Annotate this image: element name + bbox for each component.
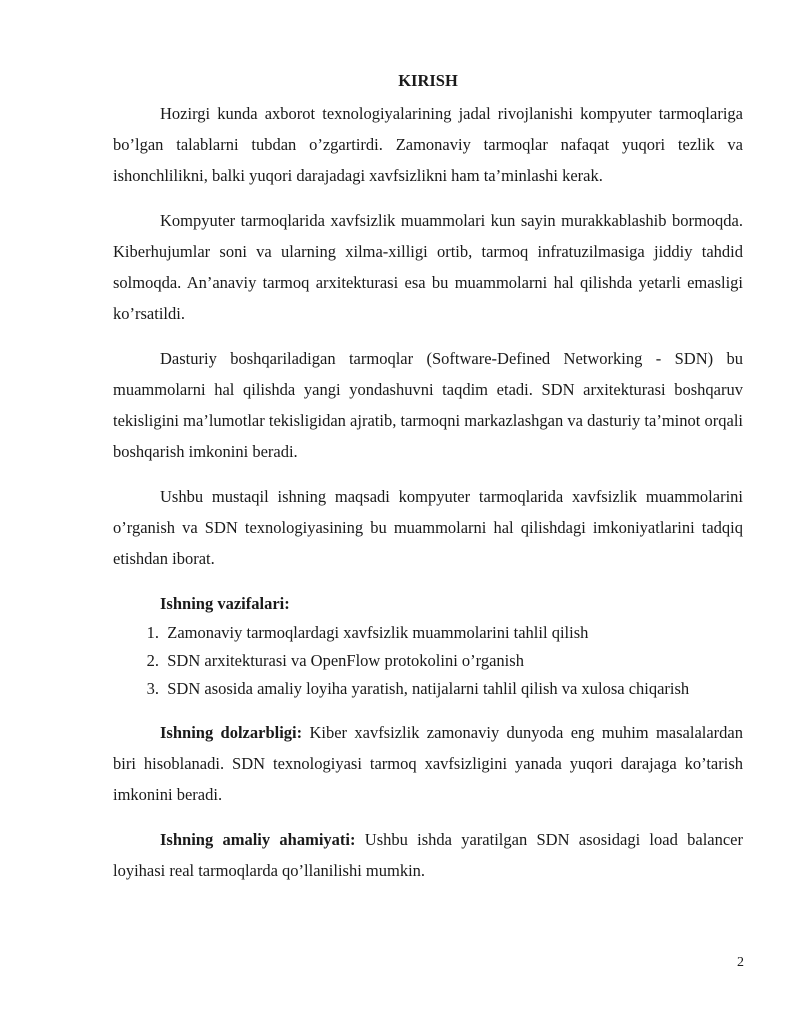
tasks-heading: Ishning vazifalari: bbox=[160, 594, 290, 613]
list-item-number: 3. bbox=[146, 679, 159, 698]
list-item-number: 2. bbox=[146, 651, 159, 670]
page-title: KIRISH bbox=[398, 71, 458, 90]
paragraph-goal: Ushbu mustaqil ishning maqsadi kompyuter tarmoqlarida xavfsizlik muammolarini o’rganish va SDN texnologiyasining bu muammolarni hal qilishdagi imkoniyatlarini tadqiq etishdan iborat. bbox=[113, 487, 743, 568]
practical-label: Ishning amaliy ahamiyati: bbox=[160, 830, 356, 849]
relevance-label: Ishning dolzarbligi: bbox=[160, 723, 303, 742]
tasks-list bbox=[113, 619, 743, 703]
list-item-text: SDN arxitekturasi va OpenFlow protokolini o’rganish bbox=[167, 651, 524, 670]
paragraph-practical bbox=[113, 824, 743, 886]
list-item-number: 1. bbox=[146, 623, 159, 642]
list-item-text: Zamonaviy tarmoqlardagi xavfsizlik muammolarini tahlil qilish bbox=[167, 623, 589, 642]
paragraph-relevance bbox=[113, 717, 743, 810]
list-item bbox=[113, 647, 743, 675]
document-page bbox=[113, 70, 743, 900]
practical-text: Ushbu ishda yaratilgan SDN asosidagi load balancer loyihasi real tarmoqlarda qo’llanilishi mumkin. bbox=[113, 830, 743, 880]
relevance-text: Kiber xavfsizlik zamonaviy dunyoda eng muhim masalalardan biri hisoblanadi. SDN texnologiyasi tarmoq xavfsizligini yanada yuqori darajaga ko’tarish imkonini beradi. bbox=[113, 723, 743, 804]
page-number: 2 bbox=[737, 955, 744, 970]
list-item bbox=[113, 675, 743, 703]
list-item-text: SDN asosida amaliy loyiha yaratish, natijalarni tahlil qilish va xulosa chiqarish bbox=[167, 679, 690, 698]
paragraph-sdn: Dasturiy boshqariladigan tarmoqlar (Software-Defined Networking - SDN) bu muammolarni hal qilishda yangi yondashuvni taqdim etadi. SDN arxitekturasi boshqaruv tekisligini ma’lumotlar tekisligidan ajratib, tarmoqni markazlashgan va dasturiy ta’minot orqali boshqarish imkonini beradi. bbox=[113, 349, 743, 461]
paragraph-intro: Hozirgi kunda axborot texnologiyalarining jadal rivojlanishi kompyuter tarmoqlariga bo’lgan talablarni tubdan o’zgartirdi. Zamonaviy tarmoqlar nafaqat yuqori tezlik va ishonchlilikni, balki yuqori darajadagi xavfsizlikni ham ta’minlashi kerak. bbox=[113, 104, 743, 185]
paragraph-security-problems: Kompyuter tarmoqlarida xavfsizlik muammolari kun sayin murakkablashib bormoqda. Kiberhujumlar soni va ularning xilma-xilligi ortib, tarmoq infratuzilmasiga jiddiy tahdid solmoqda. An’anaviy tarmoq arxitekturasi esa bu muammolarni hal qilishda yetarli emasligi ko’rsatildi. bbox=[113, 211, 743, 323]
list-item bbox=[113, 619, 743, 647]
